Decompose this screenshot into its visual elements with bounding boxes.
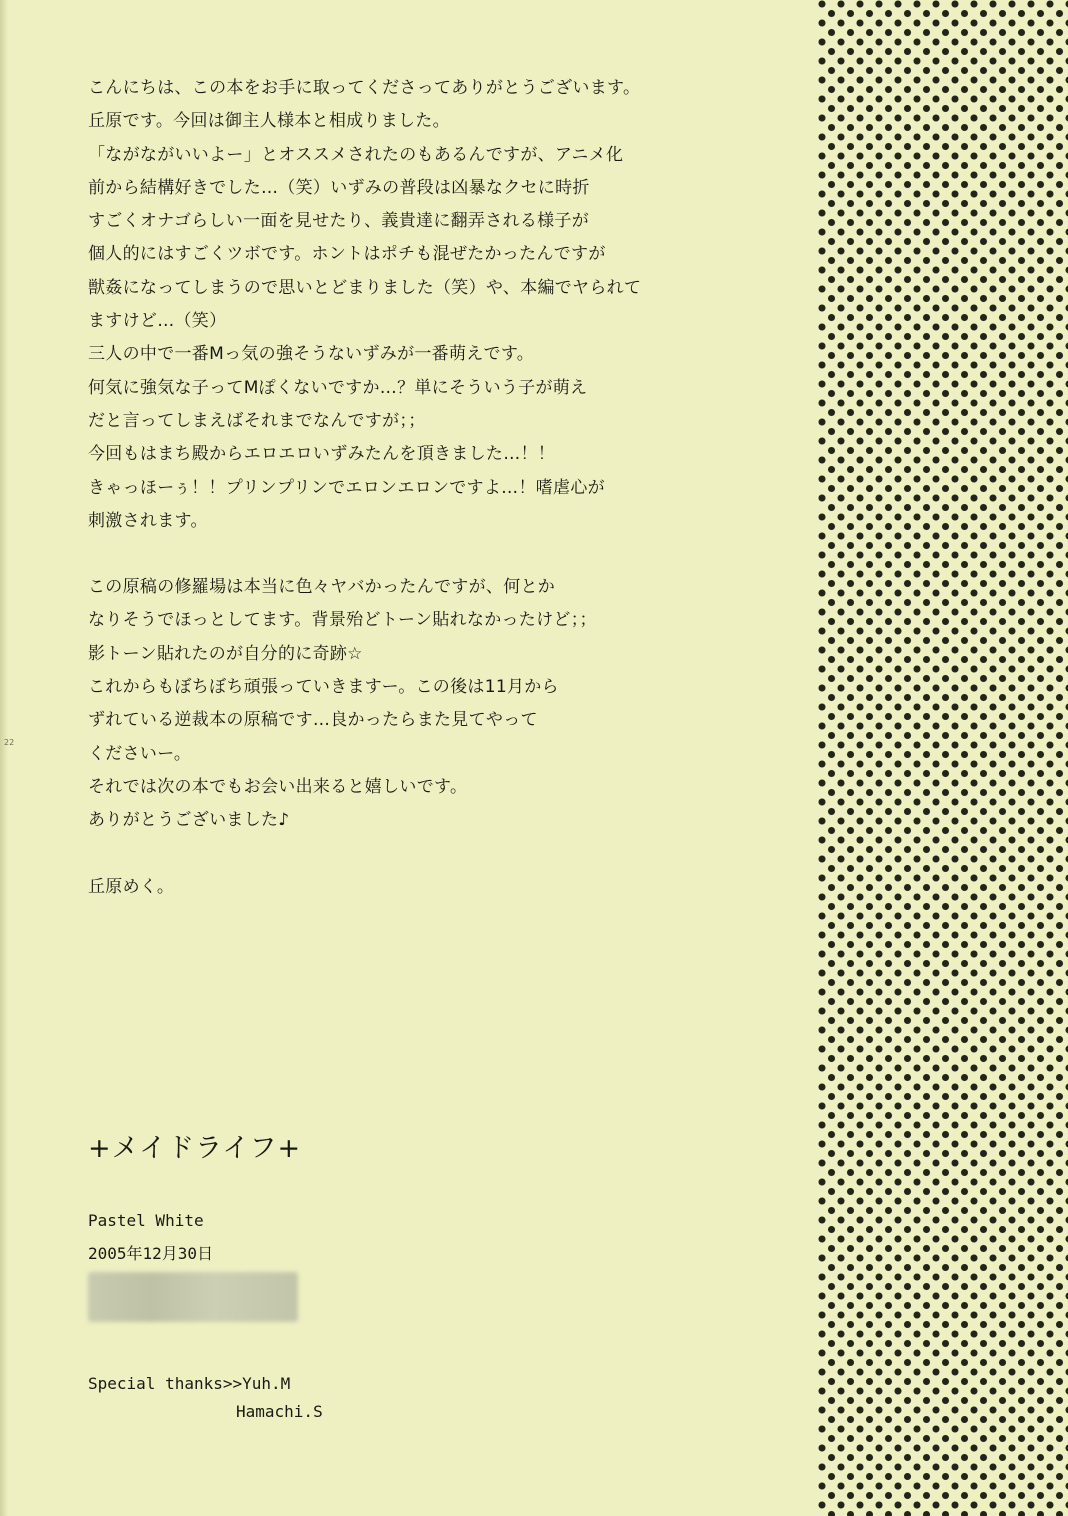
special-thanks (88, 1370, 323, 1426)
author-signature: 丘原めく。 (88, 876, 175, 897)
text-line: 三人の中で一番Mっ気の強そうないずみが一番萌えです。 (88, 344, 535, 365)
text-line: これからもぼちぼち頑張っていきますー。この後は11月から (88, 677, 559, 698)
circle-name: Pastel White (88, 1211, 204, 1230)
paragraph-1 (88, 72, 788, 538)
text-line: きゃっほーぅ！！プリンプリンでエロンエロンですよ…！嗜虐心が (88, 477, 605, 498)
text-line: 「ながながいいよー」とオススメされたのもあるんですが、アニメ化 (88, 144, 624, 165)
paragraph-2 (88, 571, 788, 837)
publish-date: 2005年12月30日 (88, 1244, 214, 1263)
afterword-letter (88, 72, 788, 904)
text-line: 前から結構好きでした…（笑）いずみの普段は凶暴なクセに時折 (88, 177, 590, 198)
thanks-line-2: Hamachi.S (236, 1402, 323, 1421)
text-line: 個人的にはすごくツボです。ホントはポチも混ぜたかったんですが (88, 244, 606, 265)
text-line: ありがとうございました♪ (88, 810, 290, 831)
page-spine-shadow (0, 0, 8, 1516)
colophon (88, 1204, 213, 1270)
text-line: すごくオナゴらしい一面を見せたり、義貴達に翻弄される様子が (88, 211, 590, 232)
redacted-block (88, 1272, 298, 1322)
text-line: だと言ってしまえばそれまでなんですが；； (88, 410, 426, 431)
text-line: 刺激されます。 (88, 510, 208, 531)
text-line: 影トーン貼れたのが自分的に奇跡☆ (88, 643, 363, 664)
text-line: 何気に強気な子ってMぽくないですか…？単にそういう子が萌え (88, 377, 588, 398)
text-line: この原稿の修羅場は本当に色々ヤバかったんですが、何とか (88, 577, 556, 598)
text-line: それでは次の本でもお会い出来ると嬉しいです。 (88, 776, 468, 797)
page-number: 22 (4, 738, 15, 747)
thanks-line-1: Special thanks>>Yuh.M (88, 1374, 291, 1393)
text-line: 今回もはまち殿からエロエロいずみたんを頂きました…！！ (88, 444, 556, 465)
text-line: 獣姦になってしまうので思いとどまりました（笑）や、本編でヤられて (88, 277, 642, 298)
text-line: ますけど…（笑） (88, 311, 227, 332)
book-title: +メイドライフ+ (88, 1133, 302, 1164)
text-line: こんにちは、この本をお手に取ってくださってありがとうございます。 (88, 78, 641, 98)
polka-dot-border (818, 0, 1068, 1516)
text-line: なりそうでほっとしてます。背景殆どトーン貼れなかったけど；； (88, 610, 597, 631)
text-line: くださいー。 (88, 743, 192, 764)
text-line: ずれている逆裁本の原稿です…良かったらまた見てやって (88, 710, 538, 731)
text-line: 丘原です。今回は御主人様本と相成りました。 (88, 111, 450, 132)
